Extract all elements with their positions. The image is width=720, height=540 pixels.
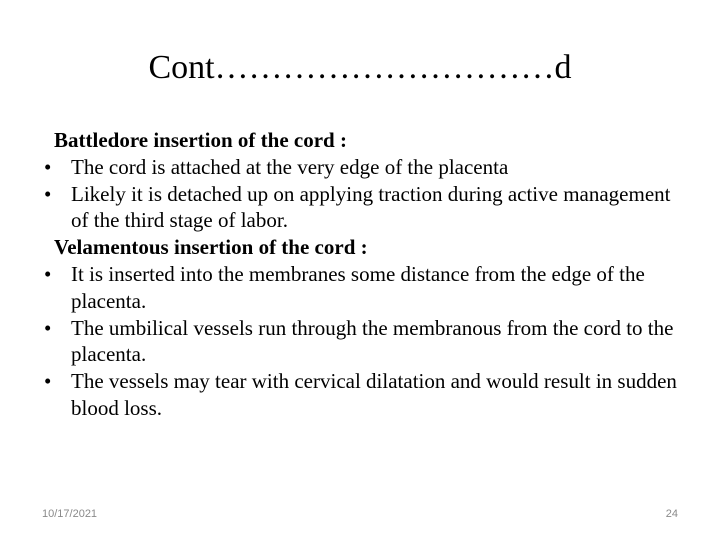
section-heading-velamentous: Velamentous insertion of the cord : xyxy=(54,235,368,260)
bullet-dot: • xyxy=(44,315,52,340)
bullet-dot: • xyxy=(44,181,52,206)
footer-date: 10/17/2021 xyxy=(42,508,98,520)
section-heading-battledore: Battledore insertion of the cord : xyxy=(54,128,347,152)
bullet-item xyxy=(44,181,684,235)
page-number: 24 xyxy=(665,508,678,520)
bullet-dot: • xyxy=(44,369,52,394)
bullet-dot: • xyxy=(44,261,52,286)
bullet-text: The vessels may tear with cervical dilatation and would result in sudden blood loss. xyxy=(71,369,677,420)
bullet-item xyxy=(44,154,684,181)
bullet-text: Likely it is detached up on applying traction during active management of the third stage of labor. xyxy=(71,181,671,233)
bullet-item xyxy=(44,315,684,369)
bullet-text: It is inserted into the membranes some distance from the edge of the placenta. xyxy=(71,261,645,313)
bullet-item xyxy=(44,261,684,315)
bullet-text: The umbilical vessels run through the membranous from the cord to the placenta. xyxy=(71,315,674,367)
bullet-dot: • xyxy=(44,154,52,179)
slide-content xyxy=(44,127,684,422)
bullet-item xyxy=(44,368,684,422)
slide-title: Cont…………………………d xyxy=(148,49,572,86)
bullet-text: The cord is attached at the very edge of the placenta xyxy=(71,154,509,179)
